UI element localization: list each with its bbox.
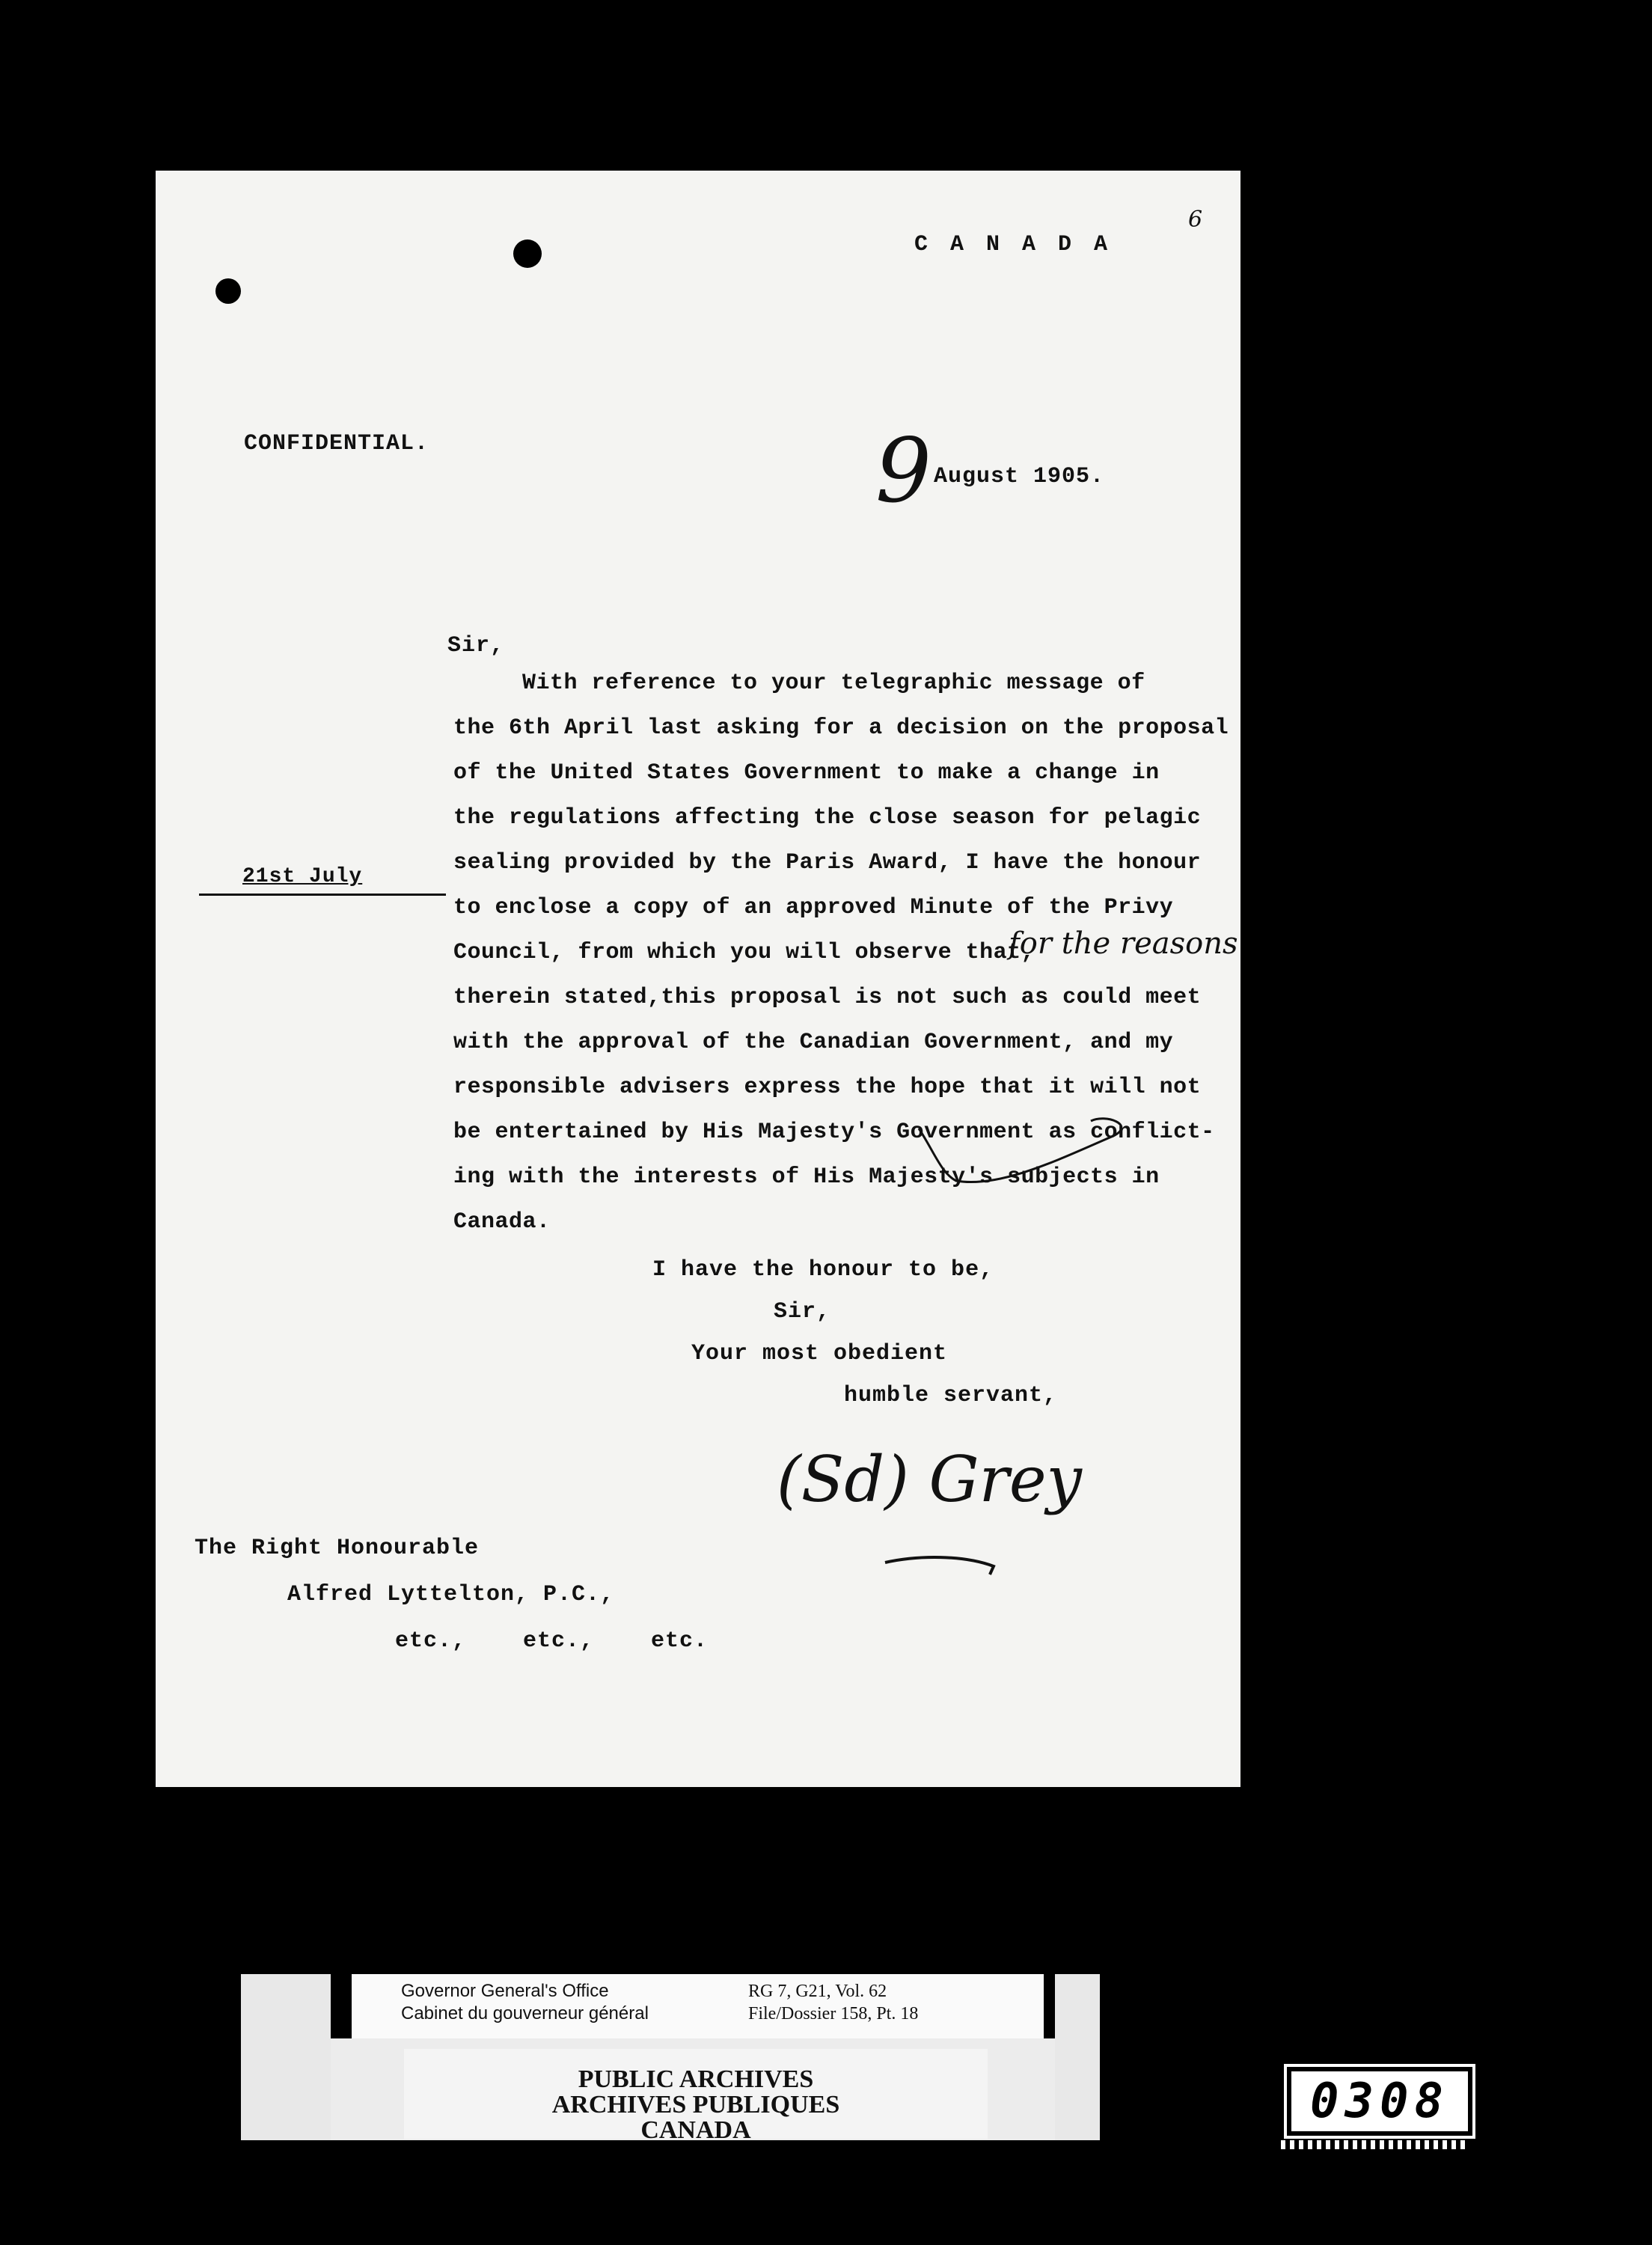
- body-line: Canada.: [453, 1209, 551, 1235]
- page-mark: 6: [1188, 207, 1203, 233]
- body-line: sealing provided by the Paris Award, I have the honour: [453, 850, 1202, 876]
- addressee-line: The Right Honourable: [195, 1536, 480, 1561]
- stamp-line: CANADA: [640, 2116, 751, 2144]
- body-line: the 6th April last asking for a decision on the proposal: [453, 715, 1229, 741]
- body-line: responsible advisers express the hope that it will not: [453, 1075, 1202, 1100]
- stamp-line: ARCHIVES PUBLIQUES: [551, 2091, 840, 2119]
- body-line: be entertained by His Majesty's Government as conflict-: [453, 1120, 1215, 1145]
- body-line: ing with the interests of His Majesty's subjects in: [453, 1164, 1160, 1190]
- office-fr: Cabinet du gouverneur général: [401, 2003, 649, 2023]
- punch-hole: [513, 239, 542, 268]
- date-day-handwritten: 9: [875, 419, 932, 522]
- margin-rule: [199, 894, 446, 896]
- date: August 1905.: [934, 464, 1105, 489]
- body-line: the regulations affecting the close season for pelagic: [453, 805, 1202, 831]
- archives-stamp: [404, 2049, 988, 2144]
- margin-note: 21st July: [242, 865, 363, 888]
- correction-loop: [911, 1106, 1151, 1188]
- body-line: with the approval of the Canadian Government, and my: [453, 1030, 1174, 1055]
- archive-reference-label: [352, 1974, 1044, 2038]
- stamp-line: PUBLIC ARCHIVES: [578, 2065, 814, 2093]
- closing-line: Your most obedient: [691, 1341, 948, 1366]
- body-line: of the United States Government to make a change in: [453, 760, 1160, 786]
- handwritten-insertion: for the reasons: [1009, 926, 1238, 961]
- file-number: File/Dossier 158, Pt. 18: [748, 2004, 919, 2023]
- film-perforation: [1281, 2140, 1468, 2149]
- salutation: Sir,: [447, 633, 505, 659]
- addressee-line: etc., etc., etc.: [395, 1628, 709, 1654]
- country-heading: C A N A D A: [914, 232, 1113, 257]
- classification: CONFIDENTIAL.: [244, 431, 429, 456]
- body-line: Council, from which you will observe that,: [453, 940, 1035, 965]
- closing-line: Sir,: [774, 1299, 831, 1325]
- closing-line: humble servant,: [844, 1383, 1058, 1408]
- body-line: to enclose a copy of an approved Minute of the Privy: [453, 895, 1174, 920]
- frame-counter: 0308: [1287, 2067, 1472, 2136]
- mount-strip: [1055, 1974, 1100, 2140]
- body-line: therein stated,this proposal is not such as could meet: [453, 985, 1202, 1010]
- record-group: RG 7, G21, Vol. 62: [748, 1982, 887, 2001]
- closing-line: I have the honour to be,: [652, 1257, 994, 1283]
- signature: (Sd) Grey: [777, 1443, 1082, 1516]
- letter-page: [156, 171, 1240, 1787]
- signature-flourish: [881, 1548, 1001, 1577]
- body-line: With reference to your telegraphic message of: [522, 671, 1145, 696]
- mount-strip: [241, 1974, 331, 2140]
- punch-hole: [215, 278, 241, 304]
- addressee-line: Alfred Lyttelton, P.C.,: [287, 1582, 615, 1607]
- office-en: Governor General's Office: [401, 1981, 609, 2001]
